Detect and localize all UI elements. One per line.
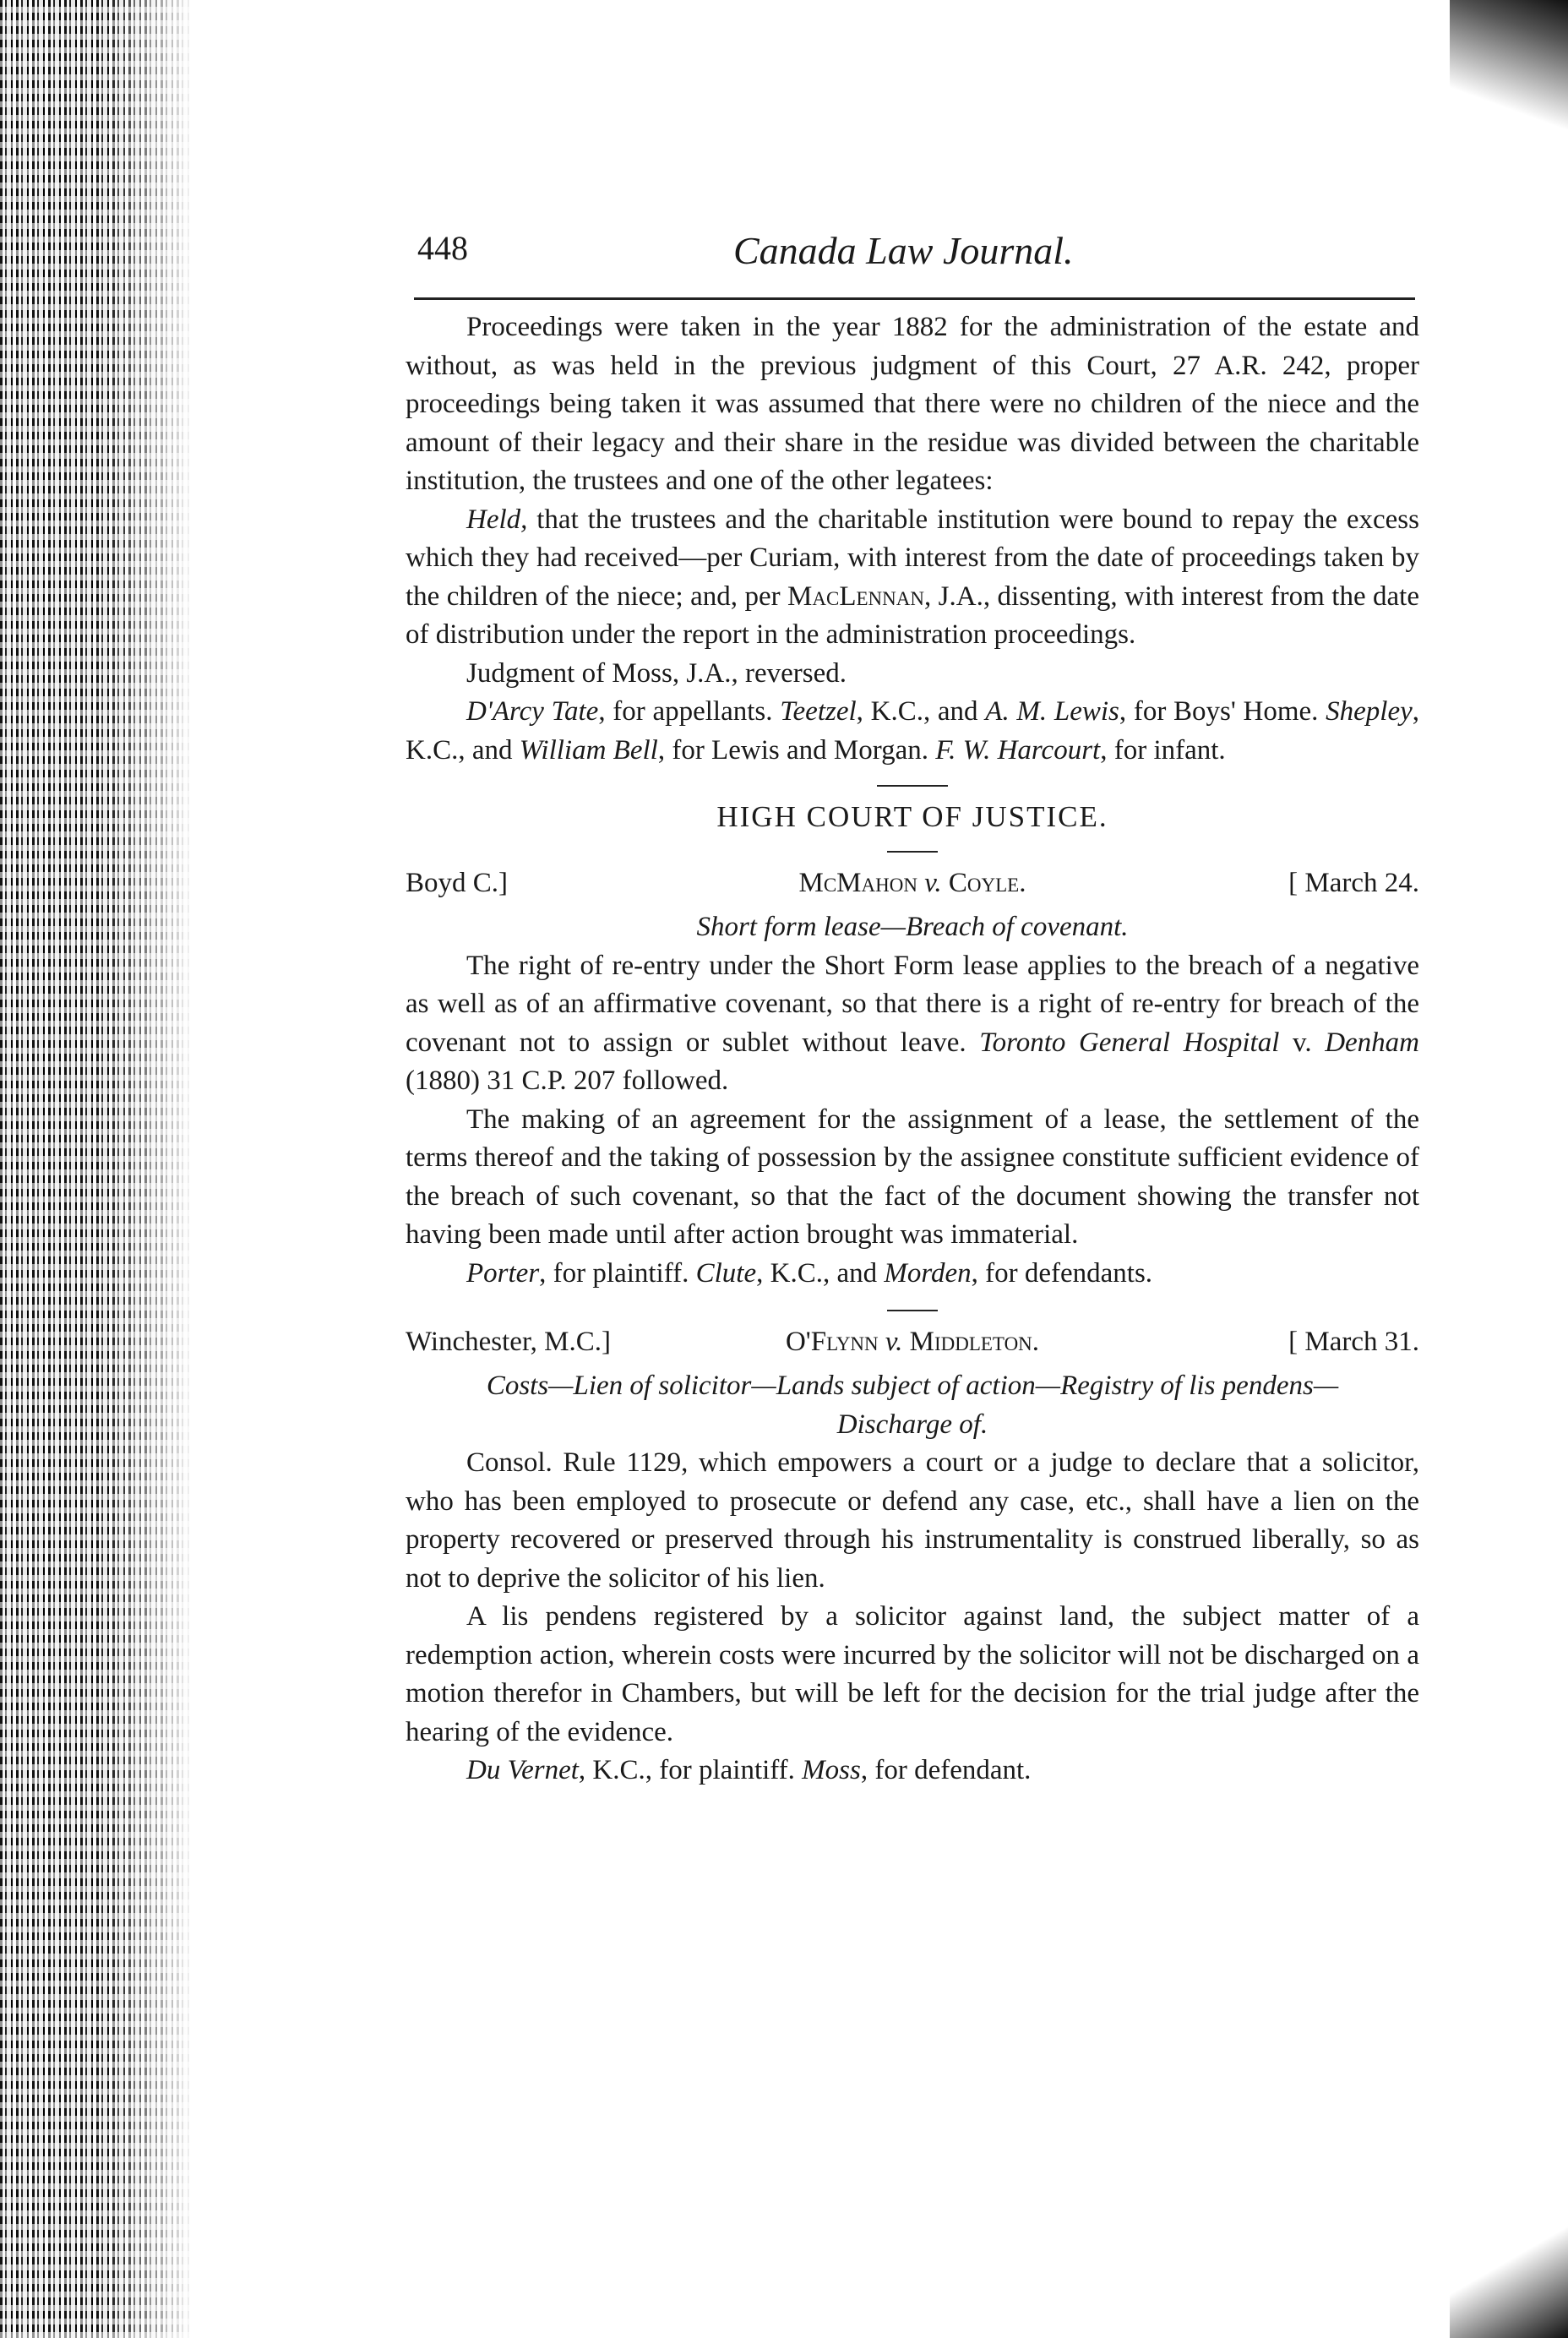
counsel-text: , K.C., and: [406, 696, 1419, 766]
held-text-b: , J.A., dissenting, with interest from the date of distribution under the report in the administration proceedings.: [406, 580, 1419, 650]
counsel-text: , K.C., and: [856, 696, 986, 727]
case-2-title: [406, 868, 1419, 899]
counsel-text: , for plaintiff.: [539, 1257, 696, 1289]
counsel-name: Morden: [884, 1257, 972, 1289]
counsel-text: , for defendants.: [971, 1257, 1153, 1289]
counsel-name: A. M. Lewis: [985, 696, 1119, 727]
page-corner-bottom-right: [1450, 2203, 1568, 2338]
case-3-judge: Winchester, M.C.]: [406, 1327, 611, 1357]
counsel-text: , for Boys' Home.: [1119, 696, 1326, 727]
case-1-held: [406, 501, 1419, 655]
case-2-date: [ March 24.: [1288, 868, 1419, 898]
cited-case: Toronto General Hospital: [979, 1027, 1280, 1058]
section-divider: [877, 785, 948, 787]
binding-shadow: [0, 0, 190, 2338]
counsel-text: , K.C., and: [756, 1257, 885, 1289]
header-rule: [414, 297, 1415, 300]
paragraph-text: (1880) 31 C.P. 207 followed.: [406, 1065, 729, 1096]
case-3-paragraph: Consol. Rule 1129, which empowers a court or a judge to declare that a solicitor, who has been employed to prosecute or defend any case, etc., shall have a lien on the property recovered or preserved through his instrumentality is construed liberally, so as not to deprive the solicitor of his lien.: [406, 1447, 1419, 1594]
counsel-text: , K.C., for plaintiff.: [578, 1755, 803, 1785]
case-1-judgment: Judgment of Moss, J.A., reversed.: [466, 657, 847, 689]
versus: v.: [1279, 1027, 1326, 1058]
cited-case: Denham: [1325, 1027, 1419, 1058]
case-1-body: [406, 308, 1419, 770]
case-2-counsel: [406, 1255, 1419, 1294]
held-judge-name: MacLennan: [787, 580, 924, 612]
case-3-heading: [406, 1327, 1419, 1367]
case-2-paragraph: The making of an agreement for the assignment of a lease, the settlement of the terms thereof and the taking of possession by the assignee constitute sufficient evidence of the breach of such covenant, so that the fact of the document showing the transfer not having been made until after action brought was immaterial.: [406, 1104, 1419, 1250]
case-3-paragraph: A lis pendens registered by a solicitor against land, the subject matter of a redemption action, wherein costs were incurred by the solicitor will not be discharged on a motion therefor in Chambers, but will be left for the decision for the trial judge after the hearing of the evidence.: [406, 1601, 1419, 1747]
case-1-counsel: [406, 693, 1419, 770]
case-3-body: [406, 1444, 1419, 1790]
subhead-line: Discharge of.: [836, 1409, 988, 1440]
counsel-name: William Bell: [519, 734, 658, 766]
case-3-counsel: [406, 1752, 1419, 1790]
case-2-paragraph: [406, 947, 1419, 1101]
counsel-name: Clute: [695, 1257, 757, 1289]
case-3-title: [406, 1327, 1419, 1358]
counsel-name: F. W. Harcourt: [935, 734, 1101, 766]
journal-title: Canada Law Journal.: [733, 229, 1074, 272]
held-text-a: that the trustees and the charitable institution were bound to repay the excess which they had received—per Curiam, with interest from the date of proceedings taken by the children of the niece; and, per: [406, 504, 1419, 612]
page-number: 448: [417, 229, 468, 267]
party-name: O'Flynn: [785, 1327, 879, 1357]
paragraph-text: The right of re-entry under the Short Form lease applies to the breach of a negative as well as of an affirmative covenant, so that there is a right of re-entry for breach of the covenant not to assign or sublet without leave.: [406, 950, 1419, 1058]
case-3-subhead: [406, 1367, 1419, 1444]
versus: v.: [917, 868, 949, 898]
counsel-text: , for Lewis and Morgan.: [657, 734, 936, 766]
journal-page: [406, 228, 1419, 1790]
counsel-name: Du Vernet: [466, 1755, 579, 1785]
case-divider: [887, 1310, 938, 1311]
case-3-date: [ March 31.: [1288, 1327, 1419, 1357]
party-name: Middleton.: [909, 1327, 1040, 1357]
case-2-heading: [406, 868, 1419, 908]
counsel-text: , for infant.: [1100, 734, 1226, 766]
counsel-name: Teetzel: [780, 696, 857, 727]
counsel-name: Shepley: [1326, 696, 1413, 727]
counsel-text: , for defendant.: [860, 1755, 1032, 1785]
section-title: HIGH COURT OF JUSTICE.: [716, 800, 1108, 833]
party-name: McMahon: [798, 868, 917, 898]
counsel-name: Porter: [466, 1257, 540, 1289]
counsel-text: , for appellants.: [598, 696, 781, 727]
case-2-judge: Boyd C.]: [406, 868, 509, 898]
subhead-line: Costs—Lien of solicitor—Lands subject of action—Registry of lis pendens—: [486, 1371, 1339, 1401]
counsel-name: D'Arcy Tate: [466, 696, 599, 727]
case-2-subhead: Short form lease—Breach of covenant.: [696, 912, 1129, 942]
page-corner-top-right: [1450, 0, 1568, 194]
section-divider: [887, 851, 938, 853]
case-2-body: [406, 947, 1419, 1294]
party-name: Coyle.: [948, 868, 1026, 898]
running-head: [406, 228, 1419, 287]
case-1-paragraph: Proceedings were taken in the year 1882 for the administration of the estate and without, as was held in the previous judgment of this Court, 27 A.R. 242, proper proceedings being taken it was assumed that there were no children of the niece and the amount of their legacy and their share in the residue was divided between the charitable institution, the trustees and one of the other legatees:: [406, 312, 1419, 496]
versus: v.: [878, 1327, 910, 1357]
counsel-name: Moss: [802, 1755, 861, 1785]
held-label: Held,: [466, 504, 528, 535]
